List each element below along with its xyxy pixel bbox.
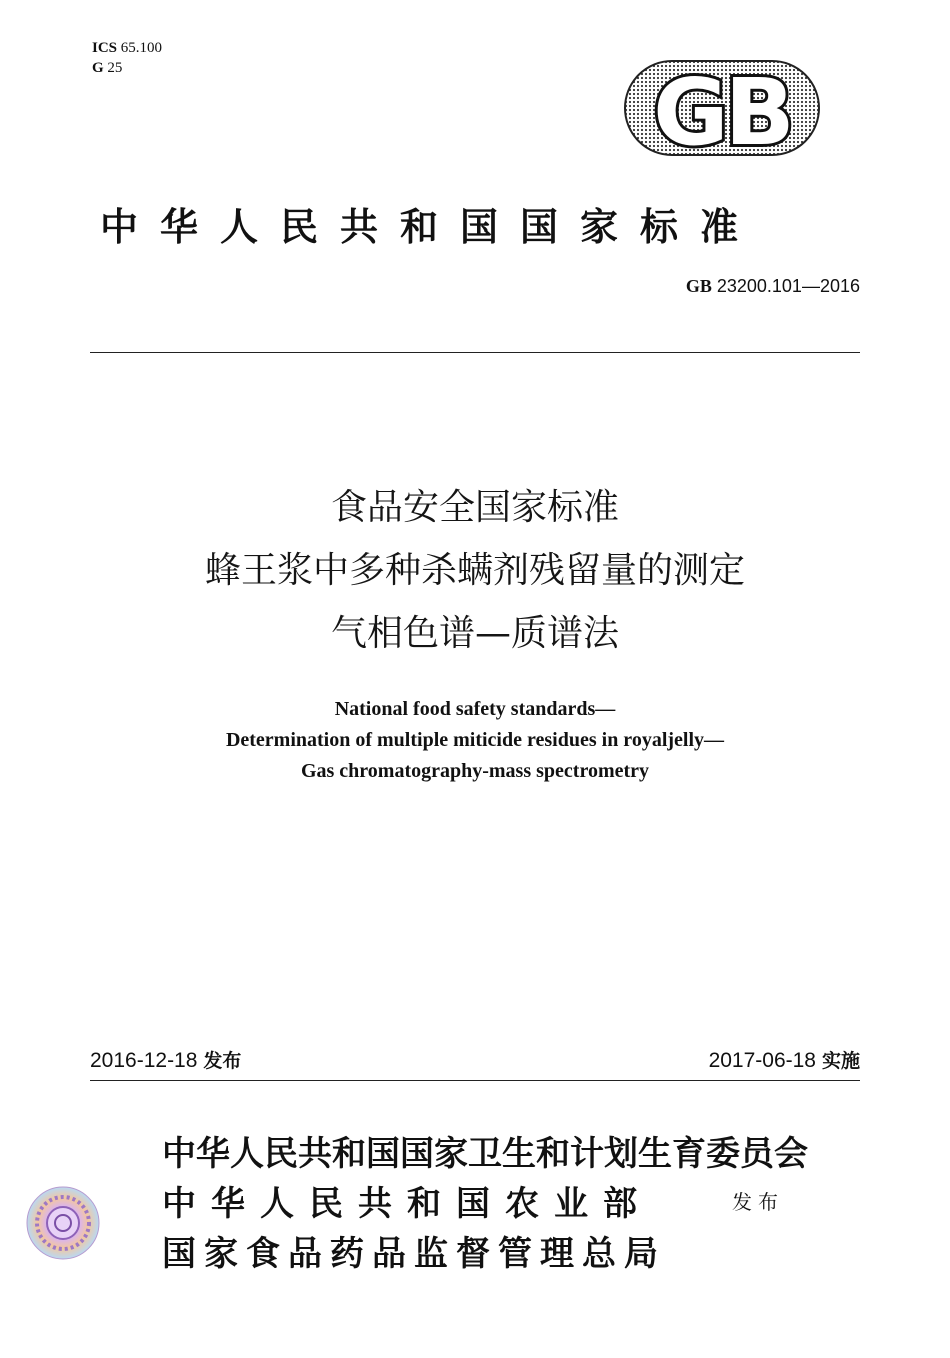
- issuer-agriculture-ministry: 中华人民共和国农业部: [162, 1184, 652, 1224]
- g-code-line: [92, 58, 162, 78]
- title-en-line-3: Gas chromatography-mass spectrometry: [300, 760, 650, 782]
- title-cn-line-1: 食品安全国家标准: [330, 487, 619, 528]
- title-cn-line-2: 蜂王浆中多种杀螨剂残留量的测定: [204, 550, 745, 591]
- issue-date-suffix: 发布: [203, 1050, 242, 1072]
- title-en-line-1: National food safety standards—: [334, 698, 616, 720]
- classification-codes: [92, 38, 162, 78]
- g-label: G: [92, 60, 104, 76]
- title-cn-line-3: 气相色谱—质谱法: [330, 613, 619, 654]
- ics-code: 65.100: [120, 40, 163, 56]
- g-code: 25: [107, 60, 123, 76]
- effective-date-value: 2017-06-18: [708, 1049, 816, 1072]
- standard-code: 23200.101—2016: [716, 276, 860, 296]
- top-divider: [90, 352, 860, 353]
- gb-logo-text: GB: [653, 60, 791, 156]
- ics-code-line: [92, 38, 162, 58]
- issue-date-value: 2016-12-18: [90, 1049, 198, 1072]
- standard-number: [686, 276, 860, 297]
- issuer-food-drug-administration: 国家食品药品监督管理总局: [162, 1234, 666, 1274]
- publish-label: 发布: [732, 1190, 784, 1214]
- national-standard-heading: 中华人民共和国国家标准: [100, 204, 761, 249]
- title-en-line-2: Determination of multiple miticide residues in royaljelly—: [225, 729, 725, 751]
- issuer-health-commission: 中华人民共和国国家卫生和计划生育委员会: [162, 1134, 808, 1174]
- hologram-seal-icon: [26, 1186, 100, 1260]
- effective-date-suffix: 实施: [821, 1050, 860, 1072]
- bottom-divider: [90, 1080, 860, 1081]
- ics-label: ICS: [92, 40, 118, 56]
- gb-logo-icon: [624, 60, 820, 156]
- issue-date: [90, 1046, 241, 1073]
- standard-prefix: GB: [685, 276, 712, 296]
- effective-date: [709, 1046, 860, 1073]
